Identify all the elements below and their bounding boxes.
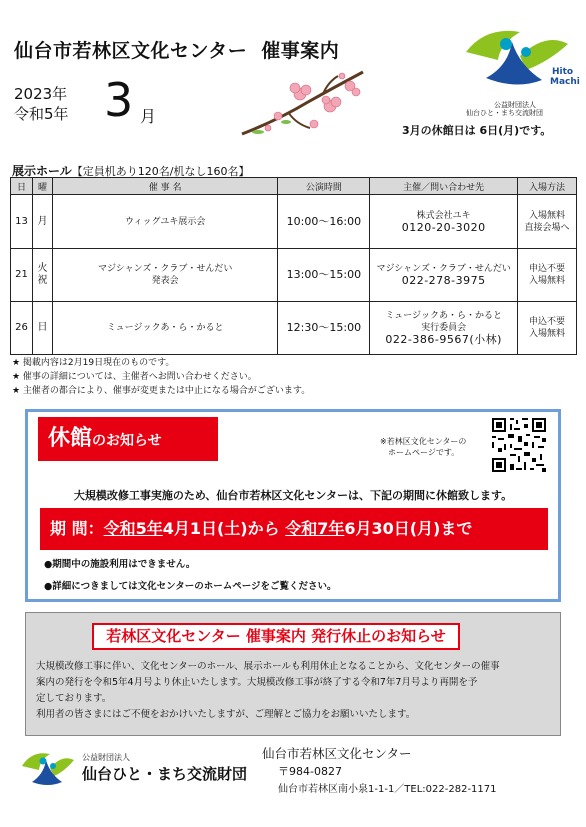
cell-time: 12:30〜15:00 (278, 302, 370, 355)
logo-org-type: 公益財団法人 (494, 101, 536, 109)
closure-title (38, 417, 218, 461)
contact-name-line2: 実行委員会 (421, 323, 467, 333)
note-item: ★ 主催者の都合により、催事が変更または中止になる場合がございます。 (12, 386, 311, 396)
entry-line1: 申込不要 (529, 317, 566, 327)
suspension-notice-box (25, 612, 561, 736)
suspension-line: 案内の発行を令和5年4月号より休止いたします。大規模改修工事が終了する令和7年7月号より再開を予 (36, 677, 478, 688)
cell-entry (518, 302, 577, 355)
header-event: 催 事 名 (52, 178, 278, 195)
note-item: ★ 催事の詳細については、主催者へお問い合わせください。 (12, 372, 257, 382)
note-item: ★ 掲載内容は2月19日現在のものです。 (12, 358, 175, 368)
period-end-era: 令和7年 (285, 519, 345, 538)
closure-title-small: のお知らせ (92, 433, 162, 449)
entry-line2: 直接会場へ (524, 222, 570, 233)
cell-day: 26 (11, 302, 33, 355)
header-contact: 主催／問い合わせ先 (370, 178, 518, 195)
event-name: ミュージックあ・ら・かると (106, 323, 224, 333)
cell-time: 13:00〜15:00 (278, 249, 370, 302)
weekday-line2: 祝 (37, 275, 48, 286)
footer-logo-icon (18, 748, 76, 792)
entry-line2: 入場無料 (529, 329, 566, 339)
qr-note (380, 436, 466, 458)
table-row (11, 249, 577, 302)
cell-contact (370, 249, 518, 302)
cell-weekday: 月 (32, 195, 52, 249)
footer-center-name: 仙台市若林区文化センター (262, 746, 412, 761)
month-number: 3 (104, 73, 134, 127)
footer-zip: 〒984-0827 (278, 765, 342, 778)
cell-event (52, 302, 278, 355)
entry-line2: 入場無料 (529, 276, 566, 286)
notes-list (12, 356, 310, 398)
period-start-date: 4月1日(土)から (162, 519, 280, 538)
logo-org-name: 仙台ひと・まち交流財団 (466, 109, 543, 117)
table-header-row (11, 178, 577, 195)
year-western: 2023年 (14, 85, 68, 103)
footer-org-type: 公益財団法人 (82, 753, 130, 762)
contact-tel: 022-278-3975 (401, 274, 486, 287)
header-day: 日 (11, 178, 33, 195)
closed-day-notice: 3月の休館日は 6日(月)です。 (402, 124, 552, 137)
cell-time: 10:00〜16:00 (278, 195, 370, 249)
header-entry: 入場方法 (518, 178, 577, 195)
logo-wordmark-hito: Hito (552, 67, 574, 77)
closure-notice-box (25, 409, 561, 602)
contact-name: マジシャンズ・クラブ・せんだい (376, 264, 511, 274)
cell-day: 13 (11, 195, 33, 249)
contact-name: ミュージックあ・ら・かると (385, 311, 503, 321)
suspension-body (36, 659, 556, 723)
event-name: ウィッグユキ展示会 (125, 216, 206, 227)
closure-lead-text: 大規模改修工事実施のため、仙台市若林区文化センターは、下記の期間に休館致します。 (73, 489, 513, 502)
footer-address: 仙台市若林区南小泉1-1-1／TEL:022-282-1171 (278, 784, 497, 795)
period-label: 期 間： (50, 519, 104, 538)
center-name-title: 仙台市若林区文化センター (14, 40, 248, 62)
cell-weekday: 日 (32, 302, 52, 355)
period-end-date: 6月30日(月)まで (344, 519, 473, 538)
qr-note-line1: ※若林区文化センターの (380, 437, 467, 446)
event-table (10, 177, 577, 355)
year-block (14, 84, 69, 124)
header-weekday: 曜 (32, 178, 52, 195)
contact-tel: 0120-20-3020 (401, 220, 486, 234)
logo-wordmark-machi: Machi (550, 77, 580, 87)
qr-note-line2: ホームページです。 (388, 448, 460, 457)
cell-event (52, 249, 278, 302)
weekday-line1: 火 (37, 263, 48, 274)
logo-org-caption (466, 101, 543, 117)
footer-org-name: 仙台ひと・まち交流財団 (82, 765, 248, 783)
suspension-title: 若林区文化センター 催事案内 発行休止のお知らせ (92, 623, 460, 650)
hito-machi-logo-mark (456, 22, 580, 94)
page-subtitle: 催事案内 (261, 40, 340, 62)
table-row (11, 302, 577, 355)
period-start-era: 令和5年 (103, 519, 163, 538)
hito-machi-logo (456, 22, 580, 117)
closure-bullet: ●期間中の施設利用はできません。 (44, 559, 196, 570)
closure-period (40, 508, 548, 550)
page-title (14, 36, 339, 63)
entry-line1: 入場無料 (529, 210, 566, 221)
contact-tel: 022-386-9567(小林) (385, 333, 502, 346)
suspension-line: 大規模改修工事に伴い、文化センターのホール、展示ホールも利用休止となることから、文化センターの催事 (36, 661, 500, 672)
entry-line1: 申込不要 (529, 264, 566, 274)
hall-name: 展示ホール (12, 164, 72, 178)
month-suffix: 月 (140, 107, 157, 126)
cell-weekday (32, 249, 52, 302)
cell-day: 21 (11, 249, 33, 302)
cell-entry (518, 195, 577, 249)
cell-entry (518, 249, 577, 302)
table-row (11, 195, 577, 249)
closure-title-big: 休館 (48, 426, 93, 451)
hall-capacity: 【定員机あり120名/机なし160名】 (71, 165, 250, 178)
plum-blossom-illustration (238, 62, 368, 142)
cell-contact (370, 195, 518, 249)
event-name-line2: 発表会 (151, 276, 179, 286)
year-japanese: 令和5年 (14, 105, 69, 123)
qr-code[interactable] (490, 416, 548, 474)
cell-event (52, 195, 278, 249)
event-name: マジシャンズ・クラブ・せんだい (98, 264, 233, 274)
suspension-line: 利用者の皆さまにはご不便をおかけいたしますが、ご理解とご協力をお願いいたします。 (36, 709, 416, 720)
header-time: 公演時間 (278, 178, 370, 195)
cell-contact (370, 302, 518, 355)
contact-name: 株式会社ユキ (416, 210, 471, 221)
suspension-line: 定しております。 (36, 693, 112, 704)
closure-bullet: ●詳細につきましては文化センターのホームページをご覧ください。 (44, 581, 337, 592)
